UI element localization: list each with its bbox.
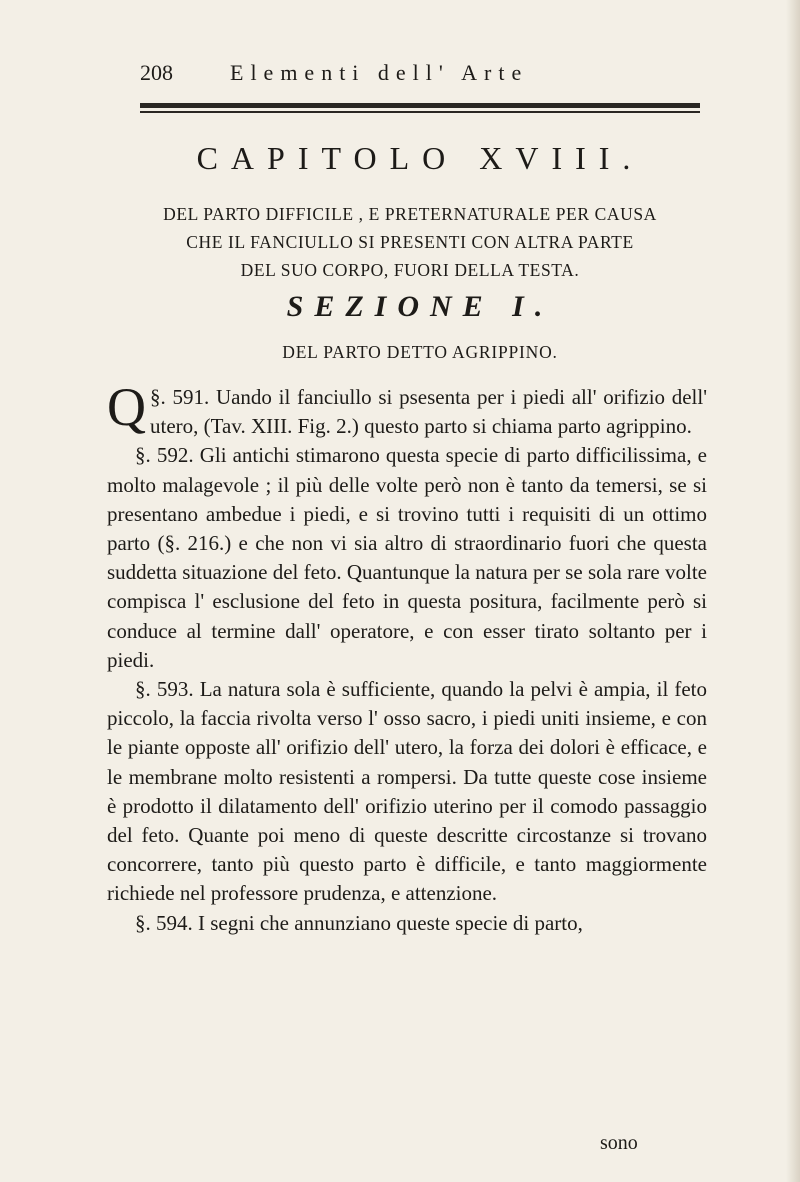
section-subtitle: DEL PARTO DETTO AGRIPPINO. [282,342,558,362]
paragraph-number: §. 593. [135,677,194,702]
paragraph-number: §. 592. [135,443,194,468]
page-number: 208 [140,60,173,85]
header-rule [140,103,700,108]
catchword: sono [600,1132,638,1154]
paragraph-593 [107,675,707,909]
page-header [140,60,700,86]
paragraph-text: La natura sola è sufficiente, quando la pelvi è ampia, il feto piccolo, la faccia rivolta verso l' osso sacro, i piedi uniti insieme, e con le piante opposte all' orifizio dell' utero, la forza dei dolori è efficace, e le membrane molto resistenti a rompersi. Da tutte queste cose insieme è prodotto il dilatamento dell' orifizio uterino per il comodo passaggio del feto. Quante poi meno di queste descritte circostanze si trovano concorrere, tanto più questo parto è difficile, e tanto maggiormente richiede nel professore prudenza, e attenzione. [107,677,708,906]
paragraph-594 [107,909,707,938]
chapter-subtitle [105,200,715,284]
paragraph-number: §. 594. [135,910,193,935]
paragraph-591 [107,377,708,441]
chapter-subtitle-line: DEL PARTO DIFFICILE , E PRETERNATURALE PER CAUSA [163,204,657,224]
paragraph-number: §. 591. [150,385,210,409]
chapter-subtitle-line: DEL SUO CORPO, FUORI DELLA TESTA. [240,260,580,280]
section-title: SEZIONE I. [286,290,554,323]
running-title: Elementi dell' Arte [230,60,529,85]
chapter-title: CAPITOLO XVIII. [196,140,644,176]
paragraph-text: Uando il fanciullo si psesenta per i piedi all' orifizio dell' utero, (Tav. XIII. Fig. 2.) questo parto si chiama parto agrippino. [150,385,708,439]
chapter-subtitle-line: CHE IL FANCIULLO SI PRESENTI CON ALTRA PARTE [186,232,634,252]
paragraph-text: Gli antichi stimarono questa specie di parto difficilissima, e molto malagevole ; il più delle volte però non è tanto da temersi, se si presentano ambedue i piedi, e si trovino tutti i requisiti di un ottimo parto (§. 216.) e che non vi sia altro di straordinario fuori che questa suddetta situazione del feto. Quantunque la natura per se sola rare volte compisca l' esclusione del feto in questa positura, facilmente però si conduce al termine dall' operatore, e con esser tirato soltanto per i piedi. [107,443,708,672]
header-rule-thin [140,111,700,113]
paragraph-text: I segni che annunziano queste specie di parto, [198,910,583,935]
body-text [107,377,708,938]
drop-cap: Q [107,377,146,437]
page-edge-shadow [786,0,800,1182]
paragraph-592 [107,441,707,675]
